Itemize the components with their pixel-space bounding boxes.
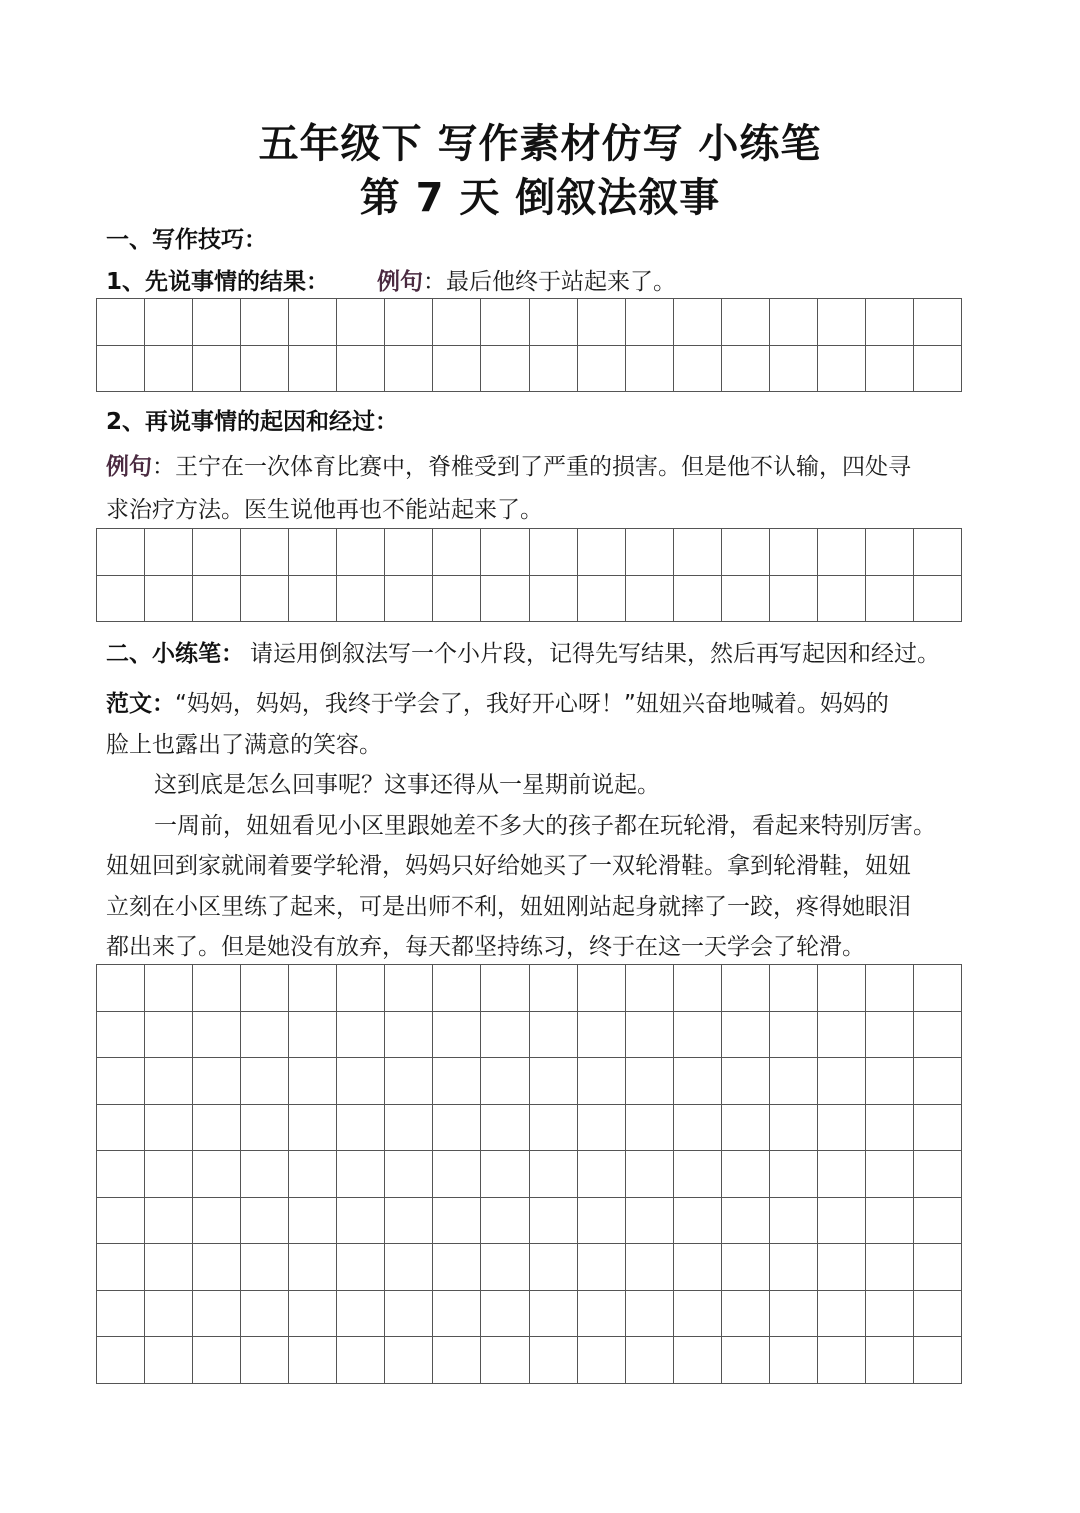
grid-cell[interactable] <box>722 1337 770 1384</box>
grid-cell[interactable] <box>481 1244 529 1291</box>
writing-grid-3[interactable] <box>96 964 962 1384</box>
grid-cell[interactable] <box>241 1012 289 1059</box>
grid-cell[interactable] <box>530 299 578 346</box>
grid-cell[interactable] <box>674 1151 722 1198</box>
grid-cell[interactable] <box>97 1151 145 1198</box>
grid-cell[interactable] <box>433 299 481 346</box>
grid-cell[interactable] <box>481 299 529 346</box>
item-1-example-text: ：最后他终于站起来了。 <box>423 269 677 295</box>
grid-cell[interactable] <box>145 1151 193 1198</box>
grid-cell[interactable] <box>530 965 578 1012</box>
grid-cell[interactable] <box>433 1012 481 1059</box>
grid-cell[interactable] <box>385 1105 433 1152</box>
grid-cell[interactable] <box>530 1198 578 1245</box>
grid-cell[interactable] <box>818 1151 866 1198</box>
grid-cell[interactable] <box>530 346 578 393</box>
grid-cell[interactable] <box>914 576 962 623</box>
grid-cell[interactable] <box>145 965 193 1012</box>
grid-cell[interactable] <box>289 1012 337 1059</box>
grid-cell[interactable] <box>674 1337 722 1384</box>
grid-cell[interactable] <box>818 1012 866 1059</box>
grid-cell[interactable] <box>626 1291 674 1338</box>
grid-cell[interactable] <box>626 346 674 393</box>
grid-cell[interactable] <box>289 299 337 346</box>
grid-cell[interactable] <box>914 1058 962 1105</box>
grid-cell[interactable] <box>674 576 722 623</box>
grid-cell[interactable] <box>914 346 962 393</box>
grid-cell[interactable] <box>866 1244 914 1291</box>
item-2-example-line-2: 求治疗方法。医生说他再也不能站起来了。 <box>106 497 543 523</box>
grid-cell[interactable] <box>626 1244 674 1291</box>
sample-line-3: 这到底是怎么回事呢？这事还得从一星期前说起。 <box>154 772 660 798</box>
grid-cell[interactable] <box>337 1198 385 1245</box>
grid-cell[interactable] <box>770 1291 818 1338</box>
grid-cell[interactable] <box>385 1151 433 1198</box>
grid-cell[interactable] <box>193 1105 241 1152</box>
grid-cell[interactable] <box>770 299 818 346</box>
grid-cell[interactable] <box>674 346 722 393</box>
writing-grid-1[interactable] <box>96 298 962 392</box>
grid-cell[interactable] <box>674 1198 722 1245</box>
grid-cell[interactable] <box>337 1244 385 1291</box>
grid-cell[interactable] <box>578 1291 626 1338</box>
grid-cell[interactable] <box>193 965 241 1012</box>
grid-cell[interactable] <box>818 1198 866 1245</box>
grid-cell[interactable] <box>770 965 818 1012</box>
grid-cell[interactable] <box>337 1058 385 1105</box>
grid-cell[interactable] <box>481 1058 529 1105</box>
grid-cell[interactable] <box>289 1151 337 1198</box>
grid-cell[interactable] <box>866 576 914 623</box>
grid-cell[interactable] <box>193 1244 241 1291</box>
grid-cell[interactable] <box>722 1244 770 1291</box>
writing-grid-2[interactable] <box>96 528 962 622</box>
grid-cell[interactable] <box>674 1291 722 1338</box>
grid-cell[interactable] <box>866 346 914 393</box>
grid-cell[interactable] <box>337 1337 385 1384</box>
grid-cell[interactable] <box>770 1244 818 1291</box>
grid-cell[interactable] <box>337 346 385 393</box>
grid-cell[interactable] <box>626 1012 674 1059</box>
grid-cell[interactable] <box>722 346 770 393</box>
grid-cell[interactable] <box>626 1337 674 1384</box>
grid-cell[interactable] <box>578 1244 626 1291</box>
grid-cell[interactable] <box>770 1151 818 1198</box>
grid-cell[interactable] <box>193 1151 241 1198</box>
grid-cell[interactable] <box>866 1291 914 1338</box>
item-2-example-line-1 <box>106 447 986 487</box>
grid-cell[interactable] <box>97 1105 145 1152</box>
grid-cell[interactable] <box>385 529 433 576</box>
grid-cell[interactable] <box>481 1012 529 1059</box>
grid-cell[interactable] <box>241 1244 289 1291</box>
grid-cell[interactable] <box>770 1198 818 1245</box>
grid-cell[interactable] <box>97 346 145 393</box>
grid-cell[interactable] <box>433 1151 481 1198</box>
grid-cell[interactable] <box>145 1105 193 1152</box>
grid-cell[interactable] <box>578 529 626 576</box>
grid-cell[interactable] <box>578 1058 626 1105</box>
grid-cell[interactable] <box>866 529 914 576</box>
grid-cell[interactable] <box>626 529 674 576</box>
grid-cell[interactable] <box>97 1337 145 1384</box>
grid-cell[interactable] <box>481 1337 529 1384</box>
grid-cell[interactable] <box>241 1337 289 1384</box>
grid-cell[interactable] <box>241 1105 289 1152</box>
grid-cell[interactable] <box>97 1291 145 1338</box>
grid-cell[interactable] <box>722 529 770 576</box>
grid-cell[interactable] <box>578 965 626 1012</box>
grid-cell[interactable] <box>770 1105 818 1152</box>
grid-cell[interactable] <box>530 1291 578 1338</box>
item-1-row <box>106 262 986 302</box>
grid-cell[interactable] <box>97 576 145 623</box>
grid-cell[interactable] <box>97 529 145 576</box>
grid-cell[interactable] <box>289 1198 337 1245</box>
grid-cell[interactable] <box>818 1337 866 1384</box>
grid-cell[interactable] <box>289 576 337 623</box>
sample-line-5: 妞妞回到家就闹着要学轮滑，妈妈只好给她买了一双轮滑鞋。拿到轮滑鞋，妞妞 <box>106 853 911 879</box>
grid-cell[interactable] <box>145 299 193 346</box>
grid-cell[interactable] <box>337 1151 385 1198</box>
grid-cell[interactable] <box>578 299 626 346</box>
grid-cell[interactable] <box>914 529 962 576</box>
sample-line-6: 立刻在小区里练了起来，可是出师不利，妞妞刚站起身就摔了一跤，疼得她眼泪 <box>106 894 911 920</box>
grid-cell[interactable] <box>722 1198 770 1245</box>
grid-cell[interactable] <box>145 1291 193 1338</box>
grid-cell[interactable] <box>866 299 914 346</box>
section-1-heading: 一、写作技巧： <box>106 227 267 253</box>
grid-cell[interactable] <box>385 1058 433 1105</box>
grid-cell[interactable] <box>674 529 722 576</box>
grid-cell[interactable] <box>385 1337 433 1384</box>
grid-cell[interactable] <box>481 346 529 393</box>
grid-cell[interactable] <box>241 346 289 393</box>
grid-cell[interactable] <box>530 529 578 576</box>
grid-cell[interactable] <box>481 529 529 576</box>
grid-cell[interactable] <box>818 1291 866 1338</box>
grid-cell[interactable] <box>97 965 145 1012</box>
grid-cell[interactable] <box>289 529 337 576</box>
grid-cell[interactable] <box>97 1012 145 1059</box>
grid-cell[interactable] <box>289 1291 337 1338</box>
grid-cell[interactable] <box>145 1198 193 1245</box>
grid-cell[interactable] <box>289 1105 337 1152</box>
grid-cell[interactable] <box>145 346 193 393</box>
grid-cell[interactable] <box>337 965 385 1012</box>
grid-cell[interactable] <box>866 1337 914 1384</box>
grid-cell[interactable] <box>433 576 481 623</box>
grid-cell[interactable] <box>481 1151 529 1198</box>
grid-cell[interactable] <box>818 576 866 623</box>
grid-cell[interactable] <box>481 576 529 623</box>
grid-cell[interactable] <box>578 346 626 393</box>
grid-cell[interactable] <box>722 965 770 1012</box>
grid-cell[interactable] <box>770 1058 818 1105</box>
grid-cell[interactable] <box>818 346 866 393</box>
grid-cell[interactable] <box>337 529 385 576</box>
grid-cell[interactable] <box>385 576 433 623</box>
grid-cell[interactable] <box>433 1058 481 1105</box>
grid-cell[interactable] <box>241 299 289 346</box>
grid-cell[interactable] <box>770 529 818 576</box>
section-2-row <box>106 634 986 674</box>
grid-cell[interactable] <box>145 529 193 576</box>
grid-cell[interactable] <box>385 1291 433 1338</box>
grid-cell[interactable] <box>914 1291 962 1338</box>
grid-cell[interactable] <box>674 1244 722 1291</box>
sample-line-7: 都出来了。但是她没有放弃，每天都坚持练习，终于在这一天学会了轮滑。 <box>106 934 865 960</box>
grid-cell[interactable] <box>385 965 433 1012</box>
grid-cell[interactable] <box>578 1198 626 1245</box>
grid-cell[interactable] <box>722 299 770 346</box>
sample-text-1: “妈妈，妈妈，我终于学会了，我好开心呀！”妞妞兴奋地喊着。妈妈的 <box>175 691 889 717</box>
grid-cell[interactable] <box>193 1012 241 1059</box>
grid-cell[interactable] <box>433 529 481 576</box>
grid-cell[interactable] <box>241 576 289 623</box>
grid-cell[interactable] <box>385 346 433 393</box>
grid-cell[interactable] <box>433 1105 481 1152</box>
section-2-instruction: 请运用倒叙法写一个小片段，记得先写结果，然后再写起因和经过。 <box>250 641 940 667</box>
grid-cell[interactable] <box>337 1012 385 1059</box>
grid-cell[interactable] <box>481 1291 529 1338</box>
grid-cell[interactable] <box>97 299 145 346</box>
grid-cell[interactable] <box>914 1105 962 1152</box>
grid-cell[interactable] <box>289 965 337 1012</box>
grid-cell[interactable] <box>241 1151 289 1198</box>
grid-cell[interactable] <box>674 1058 722 1105</box>
grid-cell[interactable] <box>241 529 289 576</box>
grid-cell[interactable] <box>530 1151 578 1198</box>
grid-cell[interactable] <box>722 1012 770 1059</box>
grid-cell[interactable] <box>241 1058 289 1105</box>
item-2-example-label: 例句 <box>106 454 152 480</box>
grid-cell[interactable] <box>530 1105 578 1152</box>
grid-cell[interactable] <box>770 1337 818 1384</box>
grid-cell[interactable] <box>626 1105 674 1152</box>
grid-cell[interactable] <box>481 1105 529 1152</box>
grid-cell[interactable] <box>578 1151 626 1198</box>
grid-cell[interactable] <box>818 965 866 1012</box>
grid-cell[interactable] <box>289 346 337 393</box>
grid-cell[interactable] <box>241 1291 289 1338</box>
item-2-example-text-1: ：王宁在一次体育比赛中，脊椎受到了严重的损害。但是他不认输，四处寻 <box>152 454 911 480</box>
grid-cell[interactable] <box>193 1198 241 1245</box>
grid-cell[interactable] <box>97 1058 145 1105</box>
grid-cell[interactable] <box>626 1198 674 1245</box>
grid-cell[interactable] <box>385 1198 433 1245</box>
grid-cell[interactable] <box>626 299 674 346</box>
grid-cell[interactable] <box>914 1244 962 1291</box>
grid-cell[interactable] <box>914 1012 962 1059</box>
grid-cell[interactable] <box>722 1291 770 1338</box>
grid-cell[interactable] <box>481 1198 529 1245</box>
grid-cell[interactable] <box>145 1058 193 1105</box>
grid-cell[interactable] <box>289 1244 337 1291</box>
grid-cell[interactable] <box>337 1105 385 1152</box>
grid-cell[interactable] <box>145 1337 193 1384</box>
grid-cell[interactable] <box>866 1012 914 1059</box>
grid-cell[interactable] <box>818 1058 866 1105</box>
grid-cell[interactable] <box>433 1244 481 1291</box>
grid-cell[interactable] <box>866 1198 914 1245</box>
grid-cell[interactable] <box>770 1012 818 1059</box>
grid-cell[interactable] <box>674 1105 722 1152</box>
grid-cell[interactable] <box>337 576 385 623</box>
item-2-heading: 2、再说事情的起因和经过： <box>106 409 399 435</box>
grid-cell[interactable] <box>385 299 433 346</box>
grid-cell[interactable] <box>914 299 962 346</box>
grid-cell[interactable] <box>914 1337 962 1384</box>
grid-cell[interactable] <box>626 576 674 623</box>
grid-cell[interactable] <box>770 576 818 623</box>
sample-line-1 <box>106 684 986 724</box>
grid-cell[interactable] <box>385 1012 433 1059</box>
grid-cell[interactable] <box>722 1058 770 1105</box>
grid-cell[interactable] <box>433 346 481 393</box>
grid-cell[interactable] <box>193 346 241 393</box>
grid-cell[interactable] <box>770 346 818 393</box>
sample-line-4: 一周前，妞妞看见小区里跟她差不多大的孩子都在玩轮滑，看起来特别厉害。 <box>154 813 936 839</box>
grid-cell[interactable] <box>626 965 674 1012</box>
grid-cell[interactable] <box>626 1151 674 1198</box>
grid-cell[interactable] <box>433 1291 481 1338</box>
title-line-2: 第 7 天 倒叙法叙事 <box>359 175 721 221</box>
grid-cell[interactable] <box>866 1058 914 1105</box>
grid-cell[interactable] <box>385 1244 433 1291</box>
section-2-heading: 二、小练笔： <box>106 641 244 667</box>
grid-cell[interactable] <box>530 1244 578 1291</box>
grid-cell[interactable] <box>289 1058 337 1105</box>
grid-cell[interactable] <box>145 1012 193 1059</box>
grid-cell[interactable] <box>866 965 914 1012</box>
grid-cell[interactable] <box>193 299 241 346</box>
grid-cell[interactable] <box>722 1105 770 1152</box>
grid-cell[interactable] <box>241 1198 289 1245</box>
grid-cell[interactable] <box>674 965 722 1012</box>
grid-cell[interactable] <box>433 965 481 1012</box>
sample-line-2: 脸上也露出了满意的笑容。 <box>106 732 382 758</box>
grid-cell[interactable] <box>530 1337 578 1384</box>
grid-cell[interactable] <box>530 1058 578 1105</box>
grid-cell[interactable] <box>481 965 529 1012</box>
grid-cell[interactable] <box>241 965 289 1012</box>
grid-cell[interactable] <box>578 1337 626 1384</box>
grid-cell[interactable] <box>193 576 241 623</box>
grid-cell[interactable] <box>914 1151 962 1198</box>
grid-cell[interactable] <box>818 299 866 346</box>
grid-cell[interactable] <box>866 1105 914 1152</box>
grid-cell[interactable] <box>289 1337 337 1384</box>
grid-cell[interactable] <box>530 576 578 623</box>
grid-cell[interactable] <box>722 576 770 623</box>
grid-cell[interactable] <box>433 1198 481 1245</box>
grid-cell[interactable] <box>97 1244 145 1291</box>
item-1-example-label: 例句 <box>377 269 424 295</box>
grid-cell[interactable] <box>626 1058 674 1105</box>
grid-cell[interactable] <box>578 1012 626 1059</box>
grid-cell[interactable] <box>193 529 241 576</box>
title-line-1: 五年级下 写作素材仿写 小练笔 <box>258 121 822 167</box>
grid-cell[interactable] <box>914 965 962 1012</box>
grid-cell[interactable] <box>433 1337 481 1384</box>
grid-cell[interactable] <box>337 1291 385 1338</box>
grid-cell[interactable] <box>145 1244 193 1291</box>
grid-cell[interactable] <box>818 1105 866 1152</box>
grid-cell[interactable] <box>193 1058 241 1105</box>
grid-cell[interactable] <box>193 1337 241 1384</box>
item-1-heading: 1、先说事情的结果： <box>106 269 330 295</box>
grid-cell[interactable] <box>97 1198 145 1245</box>
grid-cell[interactable] <box>193 1291 241 1338</box>
grid-cell[interactable] <box>674 1012 722 1059</box>
grid-cell[interactable] <box>818 1244 866 1291</box>
grid-cell[interactable] <box>722 1151 770 1198</box>
grid-cell[interactable] <box>866 1151 914 1198</box>
grid-cell[interactable] <box>530 1012 578 1059</box>
grid-cell[interactable] <box>818 529 866 576</box>
sample-label: 范文： <box>106 691 175 717</box>
grid-cell[interactable] <box>145 576 193 623</box>
grid-cell[interactable] <box>337 299 385 346</box>
grid-cell[interactable] <box>578 1105 626 1152</box>
grid-cell[interactable] <box>674 299 722 346</box>
grid-cell[interactable] <box>914 1198 962 1245</box>
grid-cell[interactable] <box>578 576 626 623</box>
